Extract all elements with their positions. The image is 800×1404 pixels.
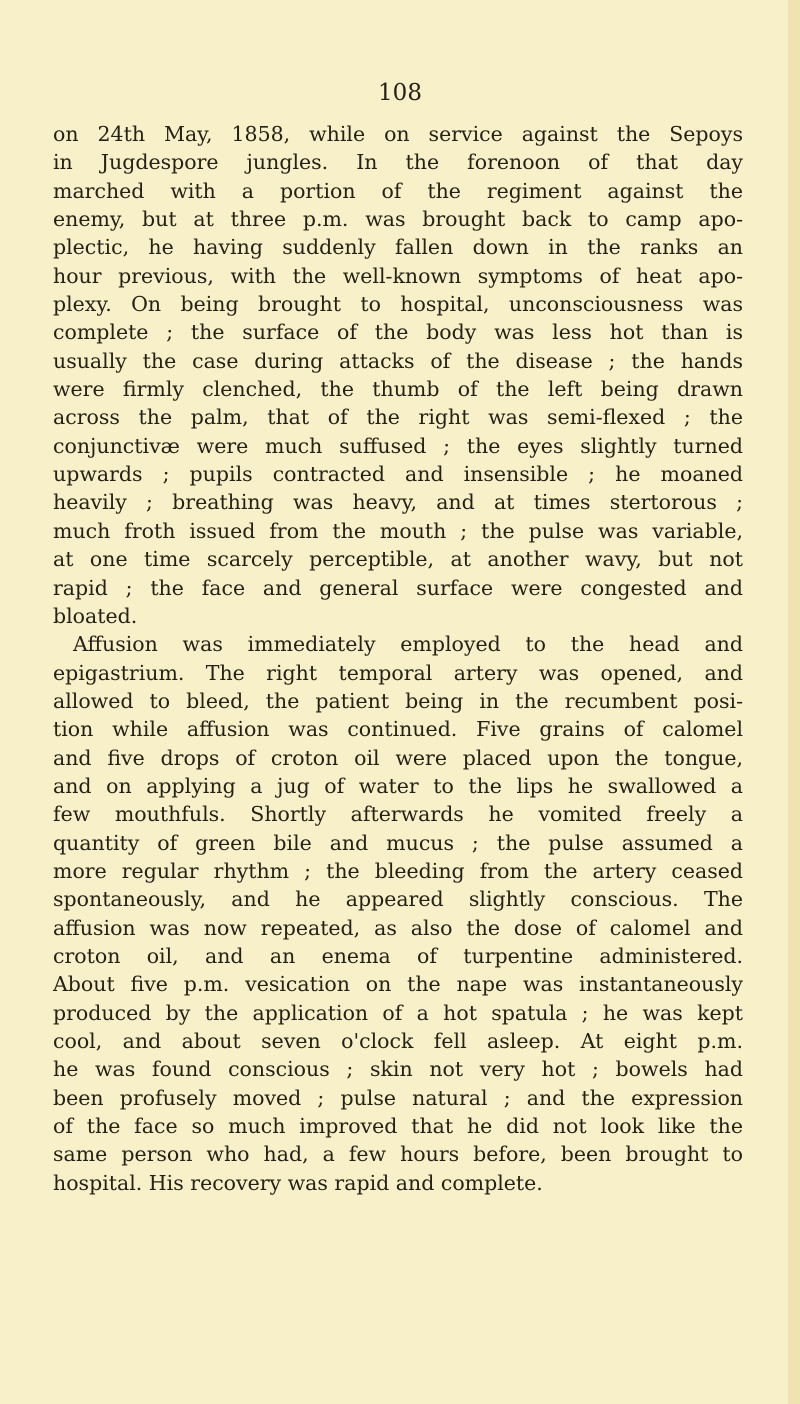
text-line: few mouthfuls. Shortly afterwards he vomited freely a bbox=[53, 802, 743, 827]
text-line: croton oil, and an enema of turpentine administered. bbox=[53, 943, 743, 968]
text-line: of the face so much improved that he did not look like the bbox=[53, 1114, 743, 1139]
text-line: he was found conscious ; skin not very hot ; bowels had bbox=[53, 1057, 743, 1082]
page-number: 108 bbox=[378, 80, 422, 106]
text-line: enemy, but at three p.m. was brought back to camp apo- bbox=[53, 207, 743, 232]
page-edge-shadow bbox=[788, 0, 800, 1404]
text-line: been profusely moved ; pulse natural ; and the expression bbox=[53, 1085, 743, 1110]
text-line: in Jugdespore jungles. In the forenoon of that day bbox=[53, 150, 743, 175]
text-line: bloated. bbox=[53, 603, 138, 628]
text-line: and on applying a jug of water to the lips he swallowed a bbox=[53, 773, 743, 798]
text-line: much froth issued from the mouth ; the pulse was variable, bbox=[53, 518, 743, 543]
text-line: rapid ; the face and general surface were congested and bbox=[53, 575, 743, 600]
text-line: on 24th May, 1858, while on service against the Sepoys bbox=[53, 122, 743, 146]
text-line: same person who had, a few hours before, been brought to bbox=[53, 1142, 743, 1167]
text-line: Affusion was immediately employed to the head and bbox=[73, 632, 743, 657]
text-line: produced by the application of a hot spatula ; he was kept bbox=[53, 1000, 743, 1025]
text-line: cool, and about seven o'clock fell asleep. At eight p.m. bbox=[53, 1029, 743, 1053]
text-line: affusion was now repeated, as also the dose of calomel and bbox=[53, 915, 743, 940]
text-line: heavily ; breathing was heavy, and at times stertorous ; bbox=[53, 490, 743, 515]
text-line: more regular rhythm ; the bleeding from the artery ceased bbox=[53, 858, 743, 883]
text-line: and five drops of croton oil were placed upon the tongue, bbox=[53, 745, 743, 770]
text-line: tion while affusion was continued. Five grains of calomel bbox=[53, 717, 743, 742]
text-line: marched with a portion of the regiment against the bbox=[53, 178, 743, 203]
text-line: About five p.m. vesication on the nape was instantaneously bbox=[53, 972, 743, 997]
text-line: quantity of green bile and mucus ; the pulse assumed a bbox=[53, 830, 743, 855]
text-line: were firmly clenched, the thumb of the left being drawn bbox=[53, 377, 743, 402]
text-line: plexy. On being brought to hospital, unconsciousness was bbox=[53, 292, 743, 317]
text-line: across the palm, that of the right was semi-flexed ; the bbox=[53, 405, 743, 430]
text-line: hour previous, with the well-known symptoms of heat apo- bbox=[53, 263, 743, 288]
text-line: complete ; the surface of the body was less hot than is bbox=[53, 320, 743, 345]
text-line: conjunctivæ were much suffused ; the eyes slightly turned bbox=[53, 433, 743, 458]
text-line: allowed to bleed, the patient being in the recumbent posi- bbox=[53, 688, 743, 713]
text-line: upwards ; pupils contracted and insensible ; he moaned bbox=[53, 462, 743, 487]
text-line: hospital. His recovery was rapid and complete. bbox=[53, 1170, 543, 1195]
text-line: spontaneously, and he appeared slightly conscious. The bbox=[53, 887, 743, 912]
text-line: plectic, he having suddenly fallen down in the ranks an bbox=[53, 235, 743, 260]
text-line: epigastrium. The right temporal artery was opened, and bbox=[53, 660, 743, 685]
body-text bbox=[53, 120, 743, 1197]
text-line: at one time scarcely perceptible, at another wavy, but not bbox=[53, 547, 743, 572]
text-line: usually the case during attacks of the disease ; the hands bbox=[53, 348, 743, 373]
